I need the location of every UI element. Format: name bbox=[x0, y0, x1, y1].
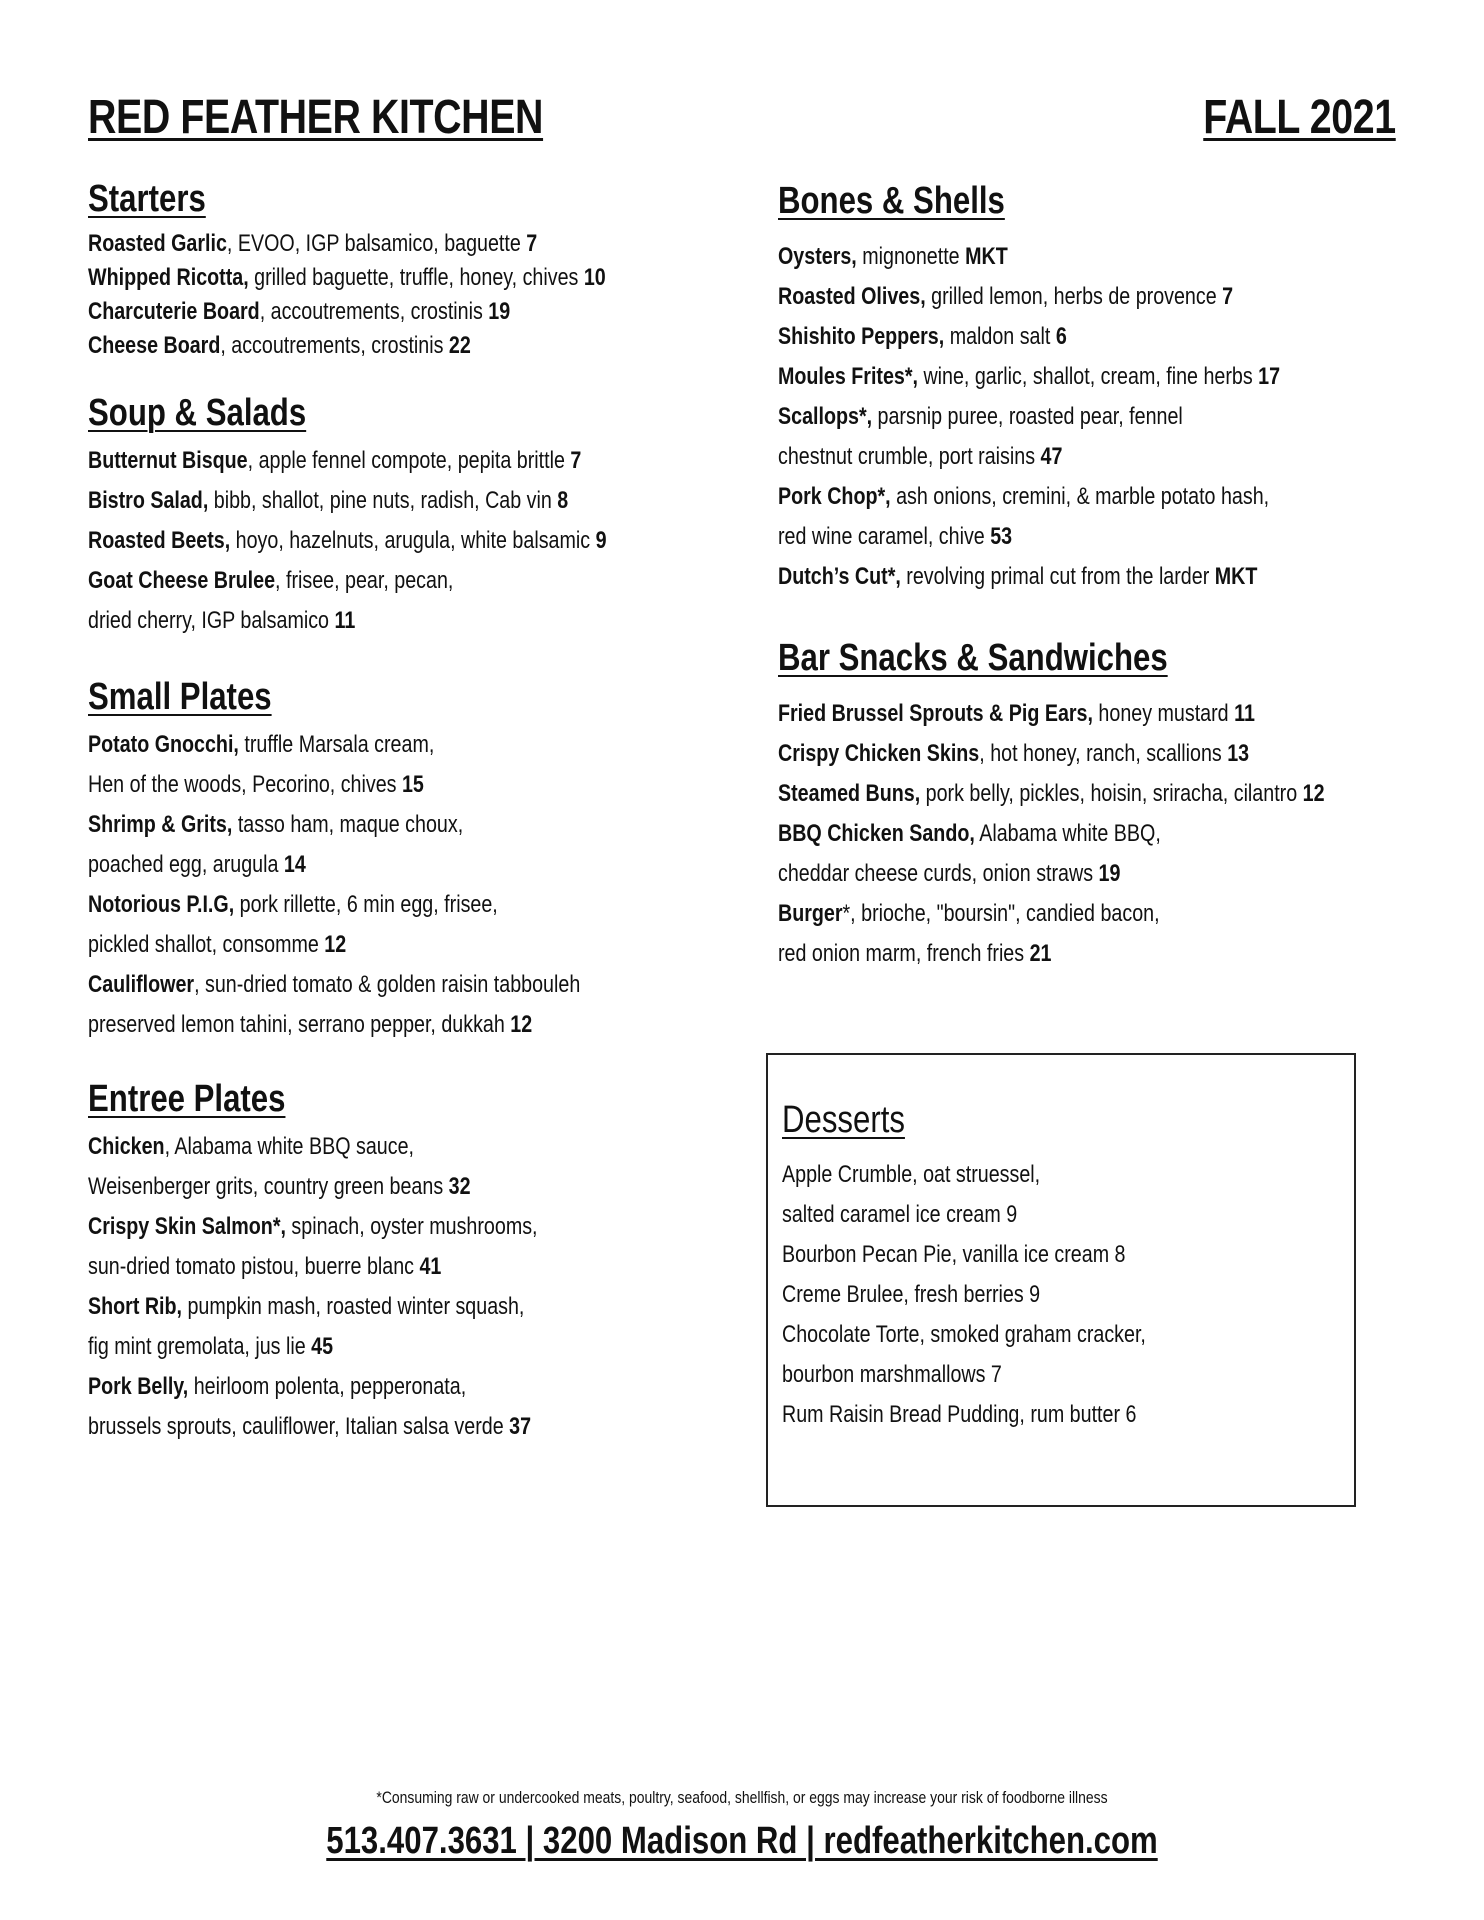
item-description: truffle Marsala cream, bbox=[238, 731, 435, 758]
menu-item bbox=[88, 1127, 728, 1207]
menu-item bbox=[88, 725, 728, 805]
item-name: Pork Chop*, bbox=[778, 483, 891, 510]
menu-item bbox=[88, 805, 728, 885]
item-description: , Alabama white BBQ sauce, bbox=[164, 1133, 414, 1160]
item-description: pork belly, pickles, hoisin, sriracha, cilantro bbox=[920, 780, 1303, 807]
item-name: Shishito Peppers, bbox=[778, 323, 945, 350]
item-name: Burger bbox=[778, 900, 843, 927]
item-description-continued: dried cherry, IGP balsamico bbox=[88, 607, 335, 634]
item-name: Cheese Board bbox=[88, 332, 221, 359]
soup-salads-heading: Soup & Salads bbox=[88, 392, 307, 434]
menu-item bbox=[778, 814, 1418, 894]
menu-item bbox=[88, 885, 728, 965]
menu-item bbox=[778, 894, 1418, 974]
item-name: Roasted Olives, bbox=[778, 283, 926, 310]
desserts-heading: Desserts bbox=[782, 1099, 905, 1141]
item-name: BBQ Chicken Sando, bbox=[778, 820, 975, 847]
menu-item bbox=[88, 1287, 728, 1367]
menu-item bbox=[88, 1207, 728, 1287]
small-plates-items bbox=[88, 725, 728, 1045]
item-name: Butternut Bisque bbox=[88, 447, 248, 474]
item-description-continued: cheddar cheese curds, onion straws bbox=[778, 860, 1099, 887]
item-description-continued: fig mint gremolata, jus lie bbox=[88, 1333, 312, 1360]
dessert-line: Chocolate Torte, smoked graham cracker, bbox=[782, 1321, 1146, 1348]
item-description-continued: poached egg, arugula bbox=[88, 851, 284, 878]
item-description: , hot honey, ranch, scallions bbox=[979, 740, 1228, 767]
item-price: 12 bbox=[1302, 780, 1325, 807]
item-name: Roasted Beets, bbox=[88, 527, 231, 554]
item-price: 7 bbox=[526, 230, 538, 257]
item-price: 15 bbox=[401, 771, 424, 798]
item-name: Dutch’s Cut*, bbox=[778, 563, 901, 590]
item-description: spinach, oyster mushrooms, bbox=[285, 1213, 538, 1240]
item-name: Fried Brussel Sprouts & Pig Ears, bbox=[778, 700, 1093, 727]
item-price: 19 bbox=[1098, 860, 1121, 887]
starters-section bbox=[88, 178, 728, 363]
item-name: Steamed Buns, bbox=[778, 780, 921, 807]
soup-salads-items bbox=[88, 441, 728, 641]
item-price: 12 bbox=[324, 931, 347, 958]
item-description: grilled lemon, herbs de provence bbox=[925, 283, 1223, 310]
bar-snacks-section bbox=[778, 637, 1418, 974]
menu-item bbox=[88, 329, 728, 363]
menu-item bbox=[778, 557, 1418, 597]
starters-heading: Starters bbox=[88, 178, 206, 220]
item-name: Notorious P.I.G, bbox=[88, 891, 235, 918]
item-name: Roasted Garlic bbox=[88, 230, 227, 257]
item-price: 19 bbox=[488, 298, 511, 325]
bar-snacks-items bbox=[778, 694, 1418, 974]
menu-item bbox=[778, 774, 1418, 814]
item-price: 45 bbox=[311, 1333, 334, 1360]
item-name: Cauliflower bbox=[88, 971, 195, 998]
item-name: Chicken bbox=[88, 1133, 165, 1160]
starters-items bbox=[88, 227, 728, 363]
item-price: 53 bbox=[990, 523, 1013, 550]
dessert-line: salted caramel ice cream 9 bbox=[782, 1201, 1018, 1228]
dessert-line: Rum Raisin Bread Pudding, rum butter 6 bbox=[782, 1401, 1137, 1428]
menu-item bbox=[778, 397, 1418, 477]
item-name: Scallops*, bbox=[778, 403, 873, 430]
item-description: , frisee, pear, pecan, bbox=[275, 567, 454, 594]
item-name: Moules Frites*, bbox=[778, 363, 918, 390]
item-name: Potato Gnocchi, bbox=[88, 731, 239, 758]
item-price: 22 bbox=[448, 332, 471, 359]
menu-item bbox=[88, 481, 728, 521]
item-name: Goat Cheese Brulee bbox=[88, 567, 276, 594]
item-price: 12 bbox=[510, 1011, 533, 1038]
bar-snacks-heading: Bar Snacks & Sandwiches bbox=[778, 637, 1168, 679]
item-description-continued: Hen of the woods, Pecorino, chives bbox=[88, 771, 402, 798]
item-name: Crispy Skin Salmon*, bbox=[88, 1213, 286, 1240]
item-description: parsnip puree, roasted pear, fennel bbox=[872, 403, 1183, 430]
item-description: grilled baguette, truffle, honey, chives bbox=[248, 264, 584, 291]
menu-item bbox=[88, 1367, 728, 1447]
dessert-line: Apple Crumble, oat struessel, bbox=[782, 1161, 1041, 1188]
item-description: , accoutrements, crostinis bbox=[259, 298, 489, 325]
item-description-continued: brussels sprouts, cauliflower, Italian salsa verde bbox=[88, 1413, 510, 1440]
item-description-continued: pickled shallot, consomme bbox=[88, 931, 325, 958]
item-price: 37 bbox=[509, 1413, 532, 1440]
menu-item bbox=[88, 521, 728, 561]
soup-salads-section bbox=[88, 392, 728, 641]
item-name: Charcuterie Board bbox=[88, 298, 260, 325]
item-price: 47 bbox=[1040, 443, 1063, 470]
item-name: Bistro Salad, bbox=[88, 487, 209, 514]
item-name: Shrimp & Grits, bbox=[88, 811, 233, 838]
dessert-line: Bourbon Pecan Pie, vanilla ice cream 8 bbox=[782, 1241, 1126, 1268]
menu-item bbox=[88, 965, 728, 1045]
item-price: 11 bbox=[1234, 700, 1255, 727]
item-price: 11 bbox=[334, 607, 356, 634]
menu-item bbox=[88, 441, 728, 481]
menu-item bbox=[88, 261, 728, 295]
menu-item bbox=[778, 357, 1418, 397]
item-price: 13 bbox=[1227, 740, 1250, 767]
item-description: pork rillette, 6 min egg, frisee, bbox=[234, 891, 498, 918]
item-description: maldon salt bbox=[944, 323, 1056, 350]
menu-item bbox=[778, 477, 1418, 557]
restaurant-name: RED FEATHER KITCHEN bbox=[88, 91, 544, 144]
item-description: honey mustard bbox=[1092, 700, 1235, 727]
small-plates-heading: Small Plates bbox=[88, 676, 272, 718]
item-price: 21 bbox=[1029, 940, 1052, 967]
bones-shells-section bbox=[778, 180, 1418, 597]
item-price: 7 bbox=[1222, 283, 1234, 310]
menu-item bbox=[778, 277, 1418, 317]
item-price: 17 bbox=[1258, 363, 1281, 390]
item-price: MKT bbox=[1214, 563, 1258, 590]
item-name: Pork Belly, bbox=[88, 1373, 189, 1400]
contact-info: 513.407.3631 | 3200 Madison Rd | redfeatherkitchen.com bbox=[326, 1820, 1158, 1862]
item-price: MKT bbox=[965, 243, 1008, 270]
item-description: hoyo, hazelnuts, arugula, white balsamic bbox=[230, 527, 596, 554]
item-price: 8 bbox=[557, 487, 569, 514]
item-description: pumpkin mash, roasted winter squash, bbox=[182, 1293, 525, 1320]
menu-item bbox=[88, 227, 728, 261]
food-safety-disclaimer: *Consuming raw or undercooked meats, poultry, seafood, shellfish, or eggs may increase your risk of foodborne illness bbox=[376, 1788, 1108, 1807]
bones-shells-heading: Bones & Shells bbox=[778, 180, 1005, 222]
item-description: , EVOO, IGP balsamico, baguette bbox=[226, 230, 527, 257]
menu-item bbox=[778, 237, 1418, 277]
item-price: 41 bbox=[419, 1253, 442, 1280]
small-plates-section bbox=[88, 676, 728, 1045]
bones-shells-items bbox=[778, 237, 1418, 597]
item-price: 10 bbox=[583, 264, 606, 291]
entree-plates-heading: Entree Plates bbox=[88, 1078, 286, 1120]
item-price: 7 bbox=[570, 447, 582, 474]
item-description: bibb, shallot, pine nuts, radish, Cab vin bbox=[208, 487, 558, 514]
menu-item bbox=[88, 561, 728, 641]
item-description-continued: red onion marm, french fries bbox=[778, 940, 1030, 967]
dessert-line: bourbon marshmallows 7 bbox=[782, 1361, 1002, 1388]
menu-item bbox=[778, 317, 1418, 357]
item-description-continued: chestnut crumble, port raisins bbox=[778, 443, 1041, 470]
item-description: , apple fennel compote, pepita brittle bbox=[247, 447, 571, 474]
item-description: revolving primal cut from the larder bbox=[900, 563, 1215, 590]
item-name: Whipped Ricotta, bbox=[88, 264, 249, 291]
item-description-continued: preserved lemon tahini, serrano pepper, dukkah bbox=[88, 1011, 511, 1038]
item-price: 6 bbox=[1055, 323, 1067, 350]
item-price: 32 bbox=[448, 1173, 471, 1200]
menu-item bbox=[778, 734, 1418, 774]
item-price: 14 bbox=[283, 851, 306, 878]
item-description-continued: Weisenberger grits, country green beans bbox=[88, 1173, 449, 1200]
item-description-continued: sun-dried tomato pistou, buerre blanc bbox=[88, 1253, 420, 1280]
item-description: *, brioche, "boursin", candied bacon, bbox=[842, 900, 1160, 927]
season-label: FALL 2021 bbox=[1203, 91, 1396, 144]
entree-plates-items bbox=[88, 1127, 728, 1447]
item-name: Oysters, bbox=[778, 243, 857, 270]
item-description: ash onions, cremini, & marble potato hash, bbox=[890, 483, 1270, 510]
desserts-box bbox=[766, 1053, 1356, 1507]
item-description: heirloom polenta, pepperonata, bbox=[188, 1373, 467, 1400]
item-description: mignonette bbox=[856, 243, 966, 270]
item-description: tasso ham, maque choux, bbox=[232, 811, 464, 838]
item-description: , accoutrements, crostinis bbox=[220, 332, 449, 359]
item-description: wine, garlic, shallot, cream, fine herbs bbox=[917, 363, 1259, 390]
menu-item bbox=[778, 694, 1418, 734]
entree-plates-section bbox=[88, 1078, 728, 1447]
item-description: , sun-dried tomato & golden raisin tabbouleh bbox=[194, 971, 581, 998]
item-name: Crispy Chicken Skins bbox=[778, 740, 980, 767]
menu-item bbox=[88, 295, 728, 329]
item-description-continued: red wine caramel, chive bbox=[778, 523, 991, 550]
item-name: Short Rib, bbox=[88, 1293, 183, 1320]
item-description: Alabama white BBQ, bbox=[974, 820, 1161, 847]
desserts-list bbox=[782, 1155, 1422, 1435]
dessert-line: Creme Brulee, fresh berries 9 bbox=[782, 1281, 1041, 1308]
item-price: 9 bbox=[595, 527, 607, 554]
